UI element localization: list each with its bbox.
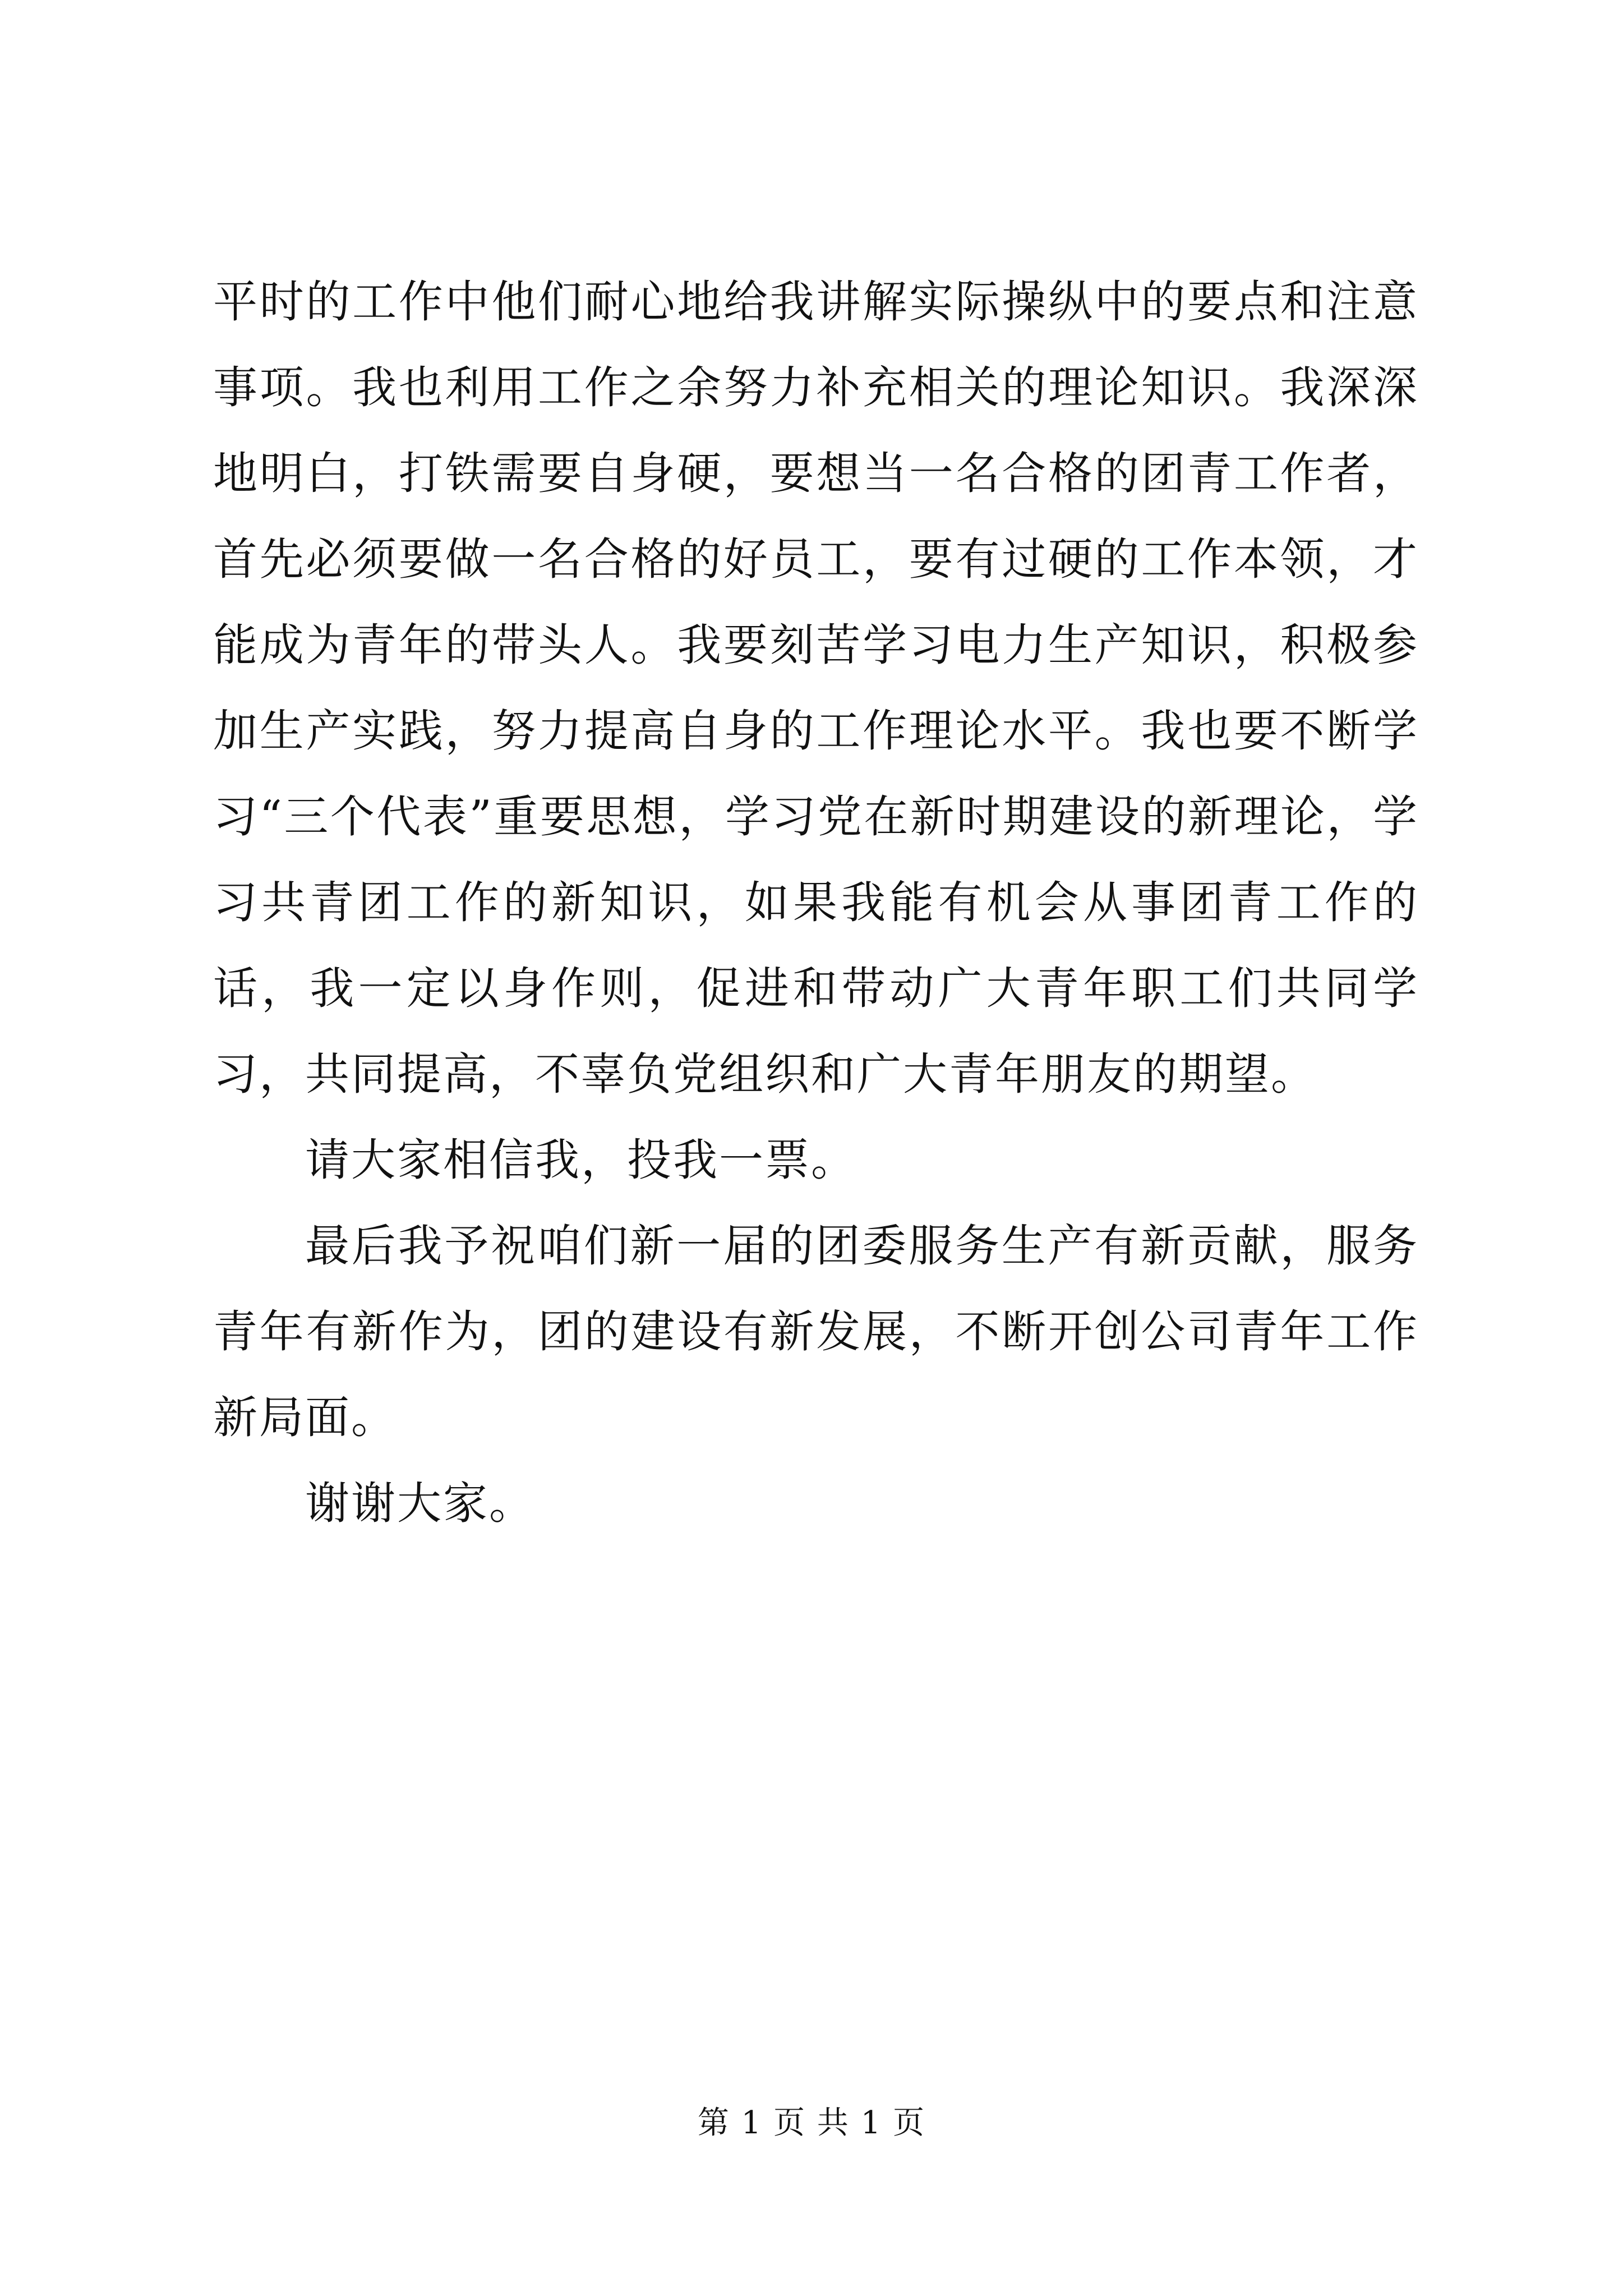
paragraph-vote-request: 请大家相信我，投我一票。 [305, 1134, 857, 1186]
document-body [213, 259, 1419, 1547]
paragraph-thanks: 谢谢大家。 [305, 1478, 535, 1529]
paragraph-closing-wishes: 最后我予祝咱们新一届的团委服务生产有新贡献，服务青年有新作为，团的建设有新发展，不断开创公司青年工作新局面。 [213, 1220, 1419, 1443]
page-number-footer: 第 1 页 共 1 页 [697, 2105, 926, 2141]
paragraph-continuation: 平时的工作中他们耐心地给我讲解实际操纵中的要点和注意事项。我也利用工作之余努力补充相关的理论知识。我深深地明白，打铁需要自身硬，要想当一名合格的团青工作者，首先必须要做一名合格的好员工，要有过硬的工作本领，才能成为青年的带头人。我要刻苦学习电力生产知识，积极参加生产实践，努力提高自身的工作理论水平。我也要不断学习“三个代表”重要思想，学习党在新时期建设的新理论，学习共青团工作的新知识，如果我能有机会从事团青工作的话，我一定以身作则，促进和带动广大青年职工们共同学习，共同提高，不辜负党组织和广大青年朋友的期望。 [213, 276, 1419, 1100]
